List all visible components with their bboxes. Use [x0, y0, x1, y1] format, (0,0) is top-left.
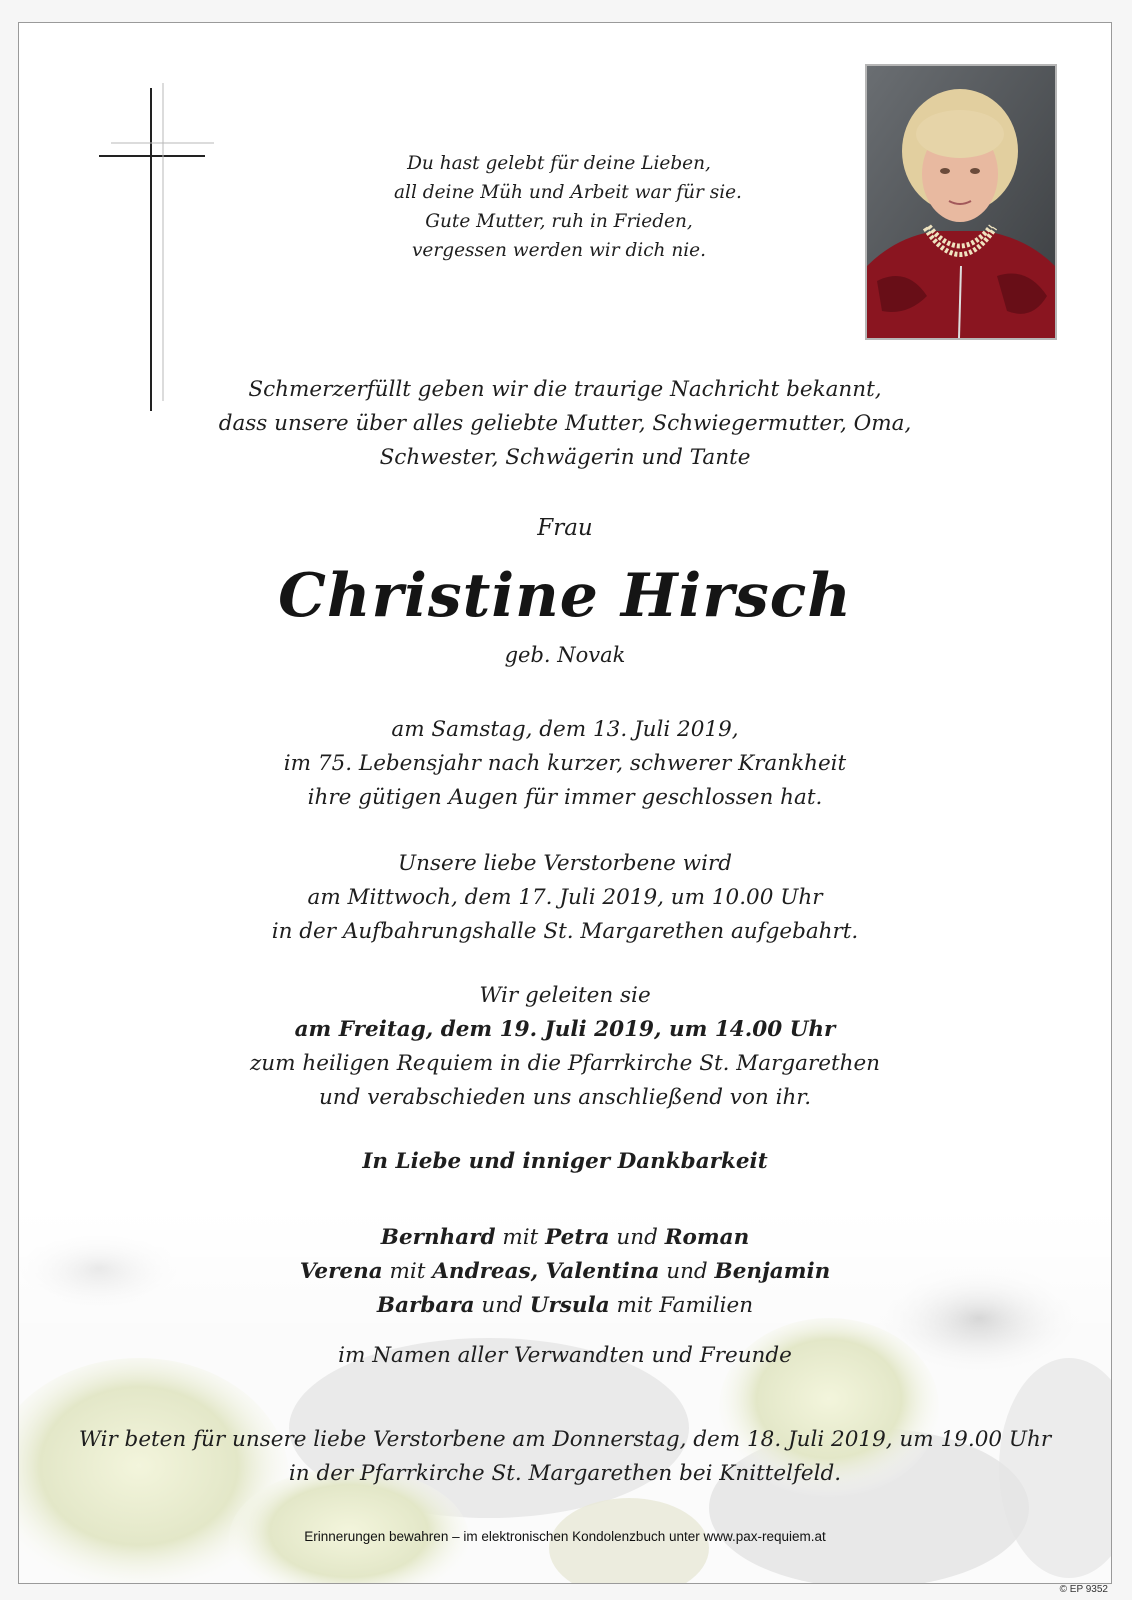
family-member: Ursula: [529, 1293, 610, 1318]
death-notice-line: im 75. Lebensjahr nach kurzer, schwerer Krankheit: [283, 751, 847, 776]
prayer-notice: [19, 1423, 1111, 1491]
viewing-line: Unsere liebe Verstorbene wird: [397, 851, 733, 876]
connector-text: mit: [382, 1259, 433, 1284]
family-member: Verena: [299, 1259, 383, 1284]
viewing-line: in der Aufbahrungshalle St. Margarethen aufgebahrt.: [271, 919, 859, 944]
birth-name: geb. Novak: [504, 643, 626, 667]
verse-line: vergessen werden wir dich nie.: [411, 240, 707, 261]
connector-text: mit Familien: [609, 1293, 754, 1318]
connector-text: mit: [495, 1225, 546, 1250]
obituary-card: [18, 22, 1112, 1584]
intro-line: Schwester, Schwägerin und Tante: [379, 445, 751, 470]
family-row: [19, 1255, 1111, 1289]
family-row: [19, 1289, 1111, 1323]
family-member: Andreas, Valentina: [432, 1259, 660, 1284]
verse-line: Gute Mutter, ruh in Frieden,: [425, 211, 693, 232]
family-member: Roman: [664, 1225, 750, 1250]
family-member: Benjamin: [714, 1259, 831, 1284]
document-code: © EP 9352: [1059, 1584, 1108, 1595]
memorial-verse: [394, 149, 742, 265]
family-member: Barbara: [376, 1293, 475, 1318]
funeral-notice: [19, 979, 1111, 1115]
deceased-name: Christine Hirsch: [278, 561, 852, 631]
death-notice-line: am Samstag, dem 13. Juli 2019,: [391, 717, 739, 742]
prayer-line: in der Pfarrkirche St. Margarethen bei Knittelfeld.: [288, 1461, 842, 1486]
relatives-line: im Namen aller Verwandten und Freunde: [338, 1343, 792, 1368]
verse-line: all deine Müh und Arbeit war für sie.: [394, 182, 742, 203]
viewing-notice: [19, 847, 1111, 949]
death-notice: [19, 713, 1111, 815]
family-member: Bernhard: [380, 1225, 496, 1250]
funeral-date: am Freitag, dem 19. Juli 2019, um 14.00 Uhr: [294, 1017, 836, 1042]
connector-text: und: [474, 1293, 530, 1318]
family-names: [19, 1221, 1111, 1323]
funeral-intro: Wir geleiten sie: [479, 983, 651, 1008]
thanks-line: In Liebe und inniger Dankbarkeit: [362, 1149, 768, 1174]
deceased-title: Frau: [537, 515, 593, 541]
verse-line: Du hast gelebt für deine Lieben,: [407, 153, 711, 174]
intro-line: Schmerzerfüllt geben wir die traurige Nachricht bekannt,: [248, 377, 882, 402]
family-member: Petra: [545, 1225, 610, 1250]
viewing-line: am Mittwoch, dem 17. Juli 2019, um 10.00 Uhr: [307, 885, 823, 910]
intro-line: dass unsere über alles geliebte Mutter, Schwiegermutter, Oma,: [218, 411, 912, 436]
announcement-intro: [19, 373, 1111, 475]
portrait-photo: [865, 64, 1057, 340]
death-notice-line: ihre gütigen Augen für immer geschlossen hat.: [307, 785, 823, 810]
connector-text: und: [609, 1225, 665, 1250]
family-row: [19, 1221, 1111, 1255]
prayer-line: Wir beten für unsere liebe Verstorbene am Donnerstag, dem 18. Juli 2019, um 19.00 Uhr: [78, 1427, 1052, 1452]
funeral-line: und verabschieden uns anschließend von ihr.: [318, 1085, 812, 1110]
condolence-book-footer: Erinnerungen bewahren – im elektronischen Kondolenzbuch unter www.pax-requiem.at: [304, 1529, 826, 1544]
connector-text: und: [659, 1259, 715, 1284]
funeral-line: zum heiligen Requiem in die Pfarrkirche St. Margarethen: [249, 1051, 881, 1076]
